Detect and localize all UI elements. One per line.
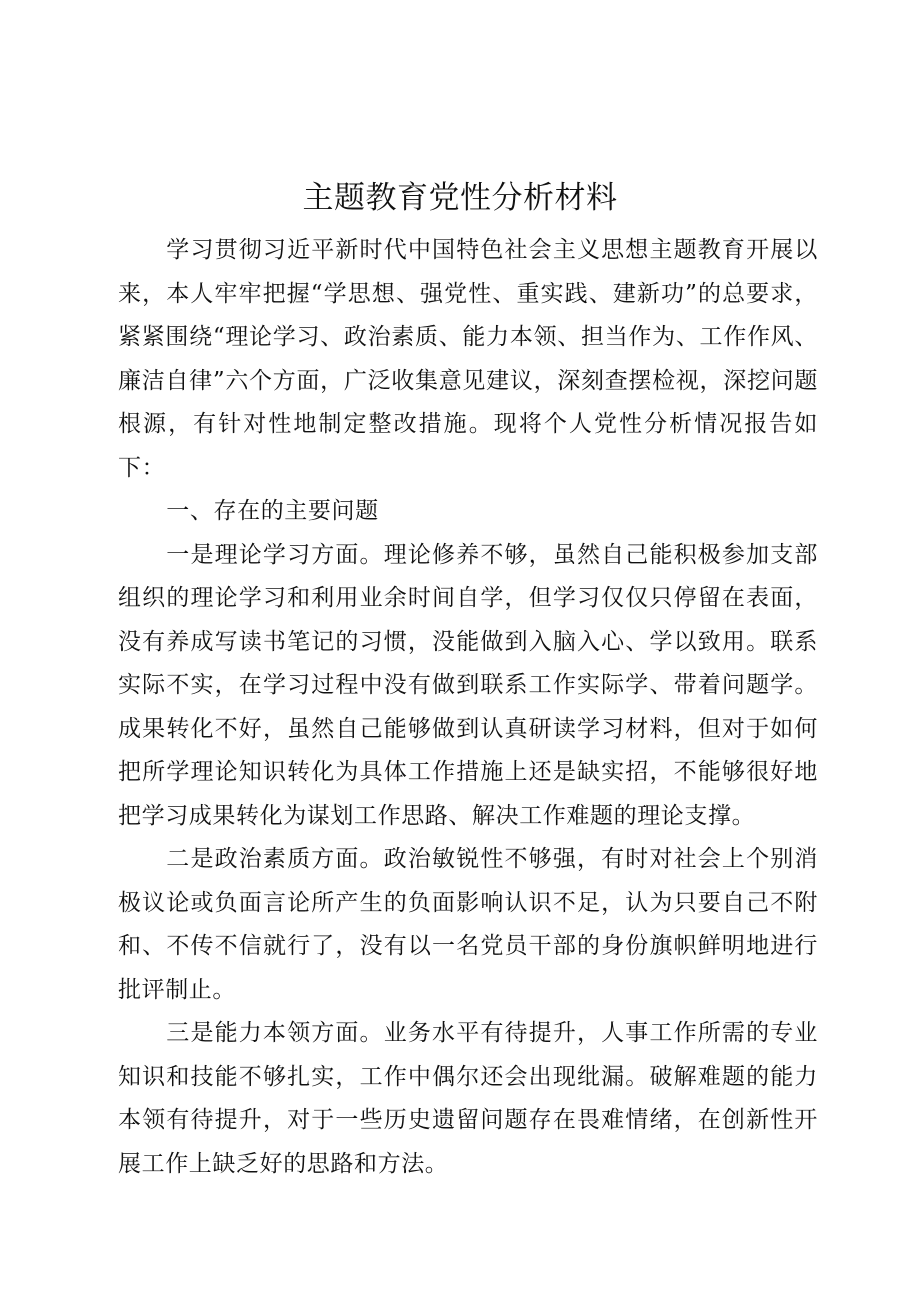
document-title: 主题教育党性分析材料 <box>302 180 618 216</box>
paragraph-theory-study: 一是理论学习方面。理论修养不够，虽然自己能积极参加支部组织的理论学习和利用业余时间自学，但学习仅仅只停留在表面，没有养成写读书笔记的习惯，没能做到入脑入心、学以致用。联系实际不实，在学习过程中没有做到联系工作实际学、带着问题学。成果转化不好，虽然自己能够做到认真研读学习材料，但对于如何把所学理论知识转化为具体工作措施上还是缺实招，不能够很好地把学习成果转化为谋划工作思路、解决工作难题的理论支撑。 <box>118 541 818 829</box>
paragraph-ability: 三是能力本领方面。业务水平有待提升，人事工作所需的专业知识和技能不够扎实，工作中偶尔还会出现纰漏。破解难题的能力本领有待提升，对于一些历史遗留问题存在畏难情绪，在创新性开展工作上缺乏好的思路和方法。 <box>118 1020 818 1177</box>
section-heading-problems: 一、存在的主要问题 <box>166 498 379 524</box>
paragraph-political-quality: 二是政治素质方面。政治敏锐性不够强，有时对社会上个别消极议论或负面言论所产生的负面影响认识不足，认为只要自己不附和、不传不信就行了，没有以一名党员干部的身份旗帜鲜明地进行批评制止。 <box>118 846 818 1003</box>
intro-paragraph: 学习贯彻习近平新时代中国特色社会主义思想主题教育开展以来，本人牢牢把握“学思想、强党性、重实践、建新功”的总要求，紧紧围绕“理论学习、政治素质、能力本领、担当作为、工作作风、廉洁自律”六个方面，广泛收集意见建议，深刻查摆检视，深挖问题根源，有针对性地制定整改措施。现将个人党性分析情况报告如下： <box>118 237 818 481</box>
document-body <box>118 229 818 1186</box>
